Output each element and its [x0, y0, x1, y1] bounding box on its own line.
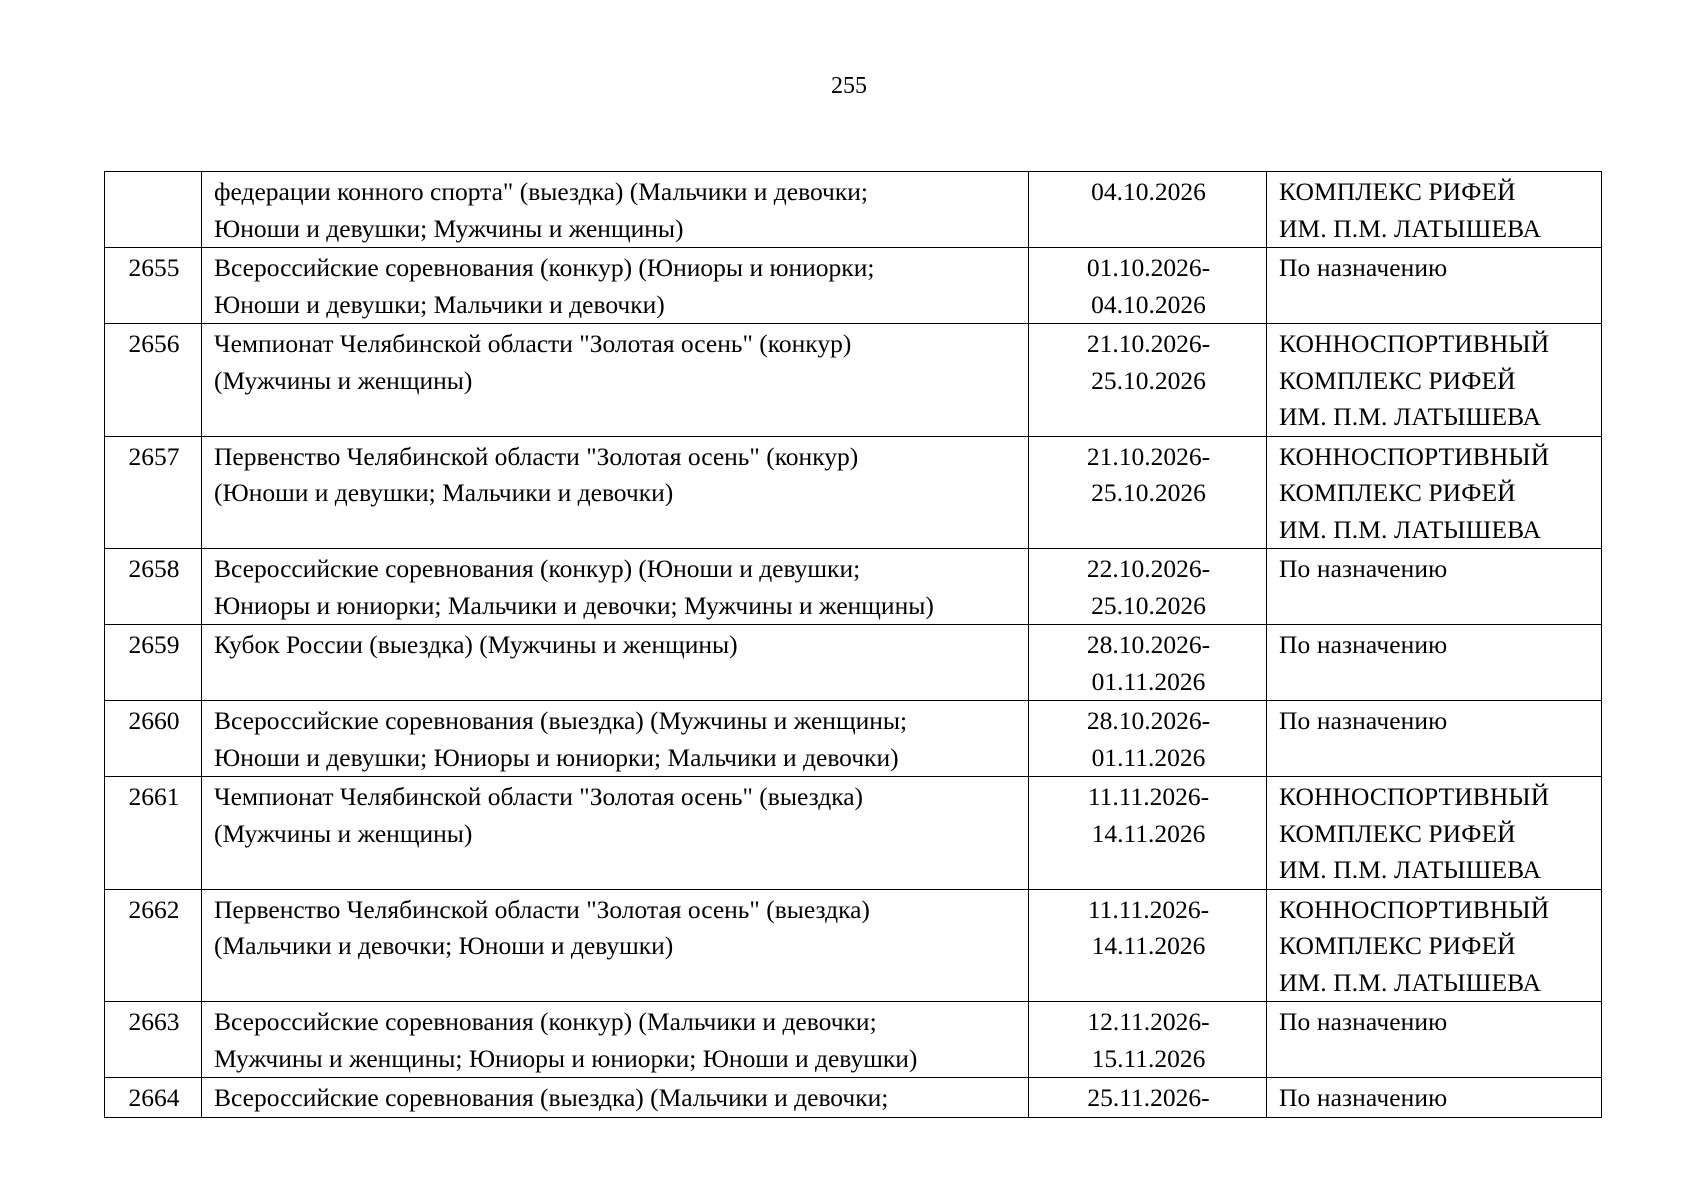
event-name-line: Кубок России (выездка) (Мужчины и женщины)	[214, 630, 738, 659]
events-table-body	[105, 172, 1602, 1118]
event-place-line: По назначению	[1279, 253, 1448, 282]
event-number: 2659	[105, 625, 202, 701]
event-name-line: Всероссийские соревнования (выездка) (Мальчики и девочки;	[214, 1083, 889, 1112]
event-dates-line: 11.11.2026-	[1087, 782, 1210, 811]
event-place-line: КОМПЛЕКС РИФЕЙ	[1279, 177, 1516, 206]
event-dates-line: 01.11.2026	[1091, 666, 1206, 696]
event-name-line: (Мужчины и женщины)	[214, 818, 473, 848]
table-row	[105, 1078, 1602, 1118]
event-place-line: КОМПЛЕКС РИФЕЙ	[1279, 478, 1516, 507]
event-name-line: Первенство Челябинской области "Золотая осень" (конкур)	[214, 441, 859, 471]
event-place-line: По назначению	[1279, 554, 1448, 583]
event-place-line: ИМ. П.М. ЛАТЫШЕВА	[1279, 514, 1542, 544]
table-row	[105, 549, 1602, 625]
event-dates-line: 21.10.2026-	[1086, 329, 1211, 358]
event-place-line: По назначению	[1279, 1083, 1448, 1112]
event-place	[1267, 324, 1602, 437]
table-row	[105, 889, 1602, 1002]
event-dates	[1029, 324, 1267, 437]
event-name-line: Чемпионат Челябинской области "Золотая осень" (выездка)	[214, 782, 864, 811]
event-name	[202, 1002, 1029, 1078]
event-dates	[1029, 777, 1267, 890]
event-name-line: Всероссийские соревнования (конкур) (Юниоры и юниорки;	[214, 253, 875, 282]
table-row	[105, 172, 1602, 248]
event-name-line: Всероссийские соревнования (конкур) (Юноши и девушки;	[214, 554, 861, 583]
event-dates-line: 25.11.2026-	[1087, 1083, 1210, 1112]
event-number: 2661	[105, 777, 202, 890]
event-place-line: КОМПЛЕКС РИФЕЙ	[1279, 931, 1516, 960]
event-dates	[1029, 625, 1267, 701]
event-name	[202, 172, 1029, 248]
event-dates-line: 04.10.2026	[1091, 289, 1206, 319]
event-place-line: КОМПЛЕКС РИФЕЙ	[1279, 818, 1516, 848]
event-place	[1267, 889, 1602, 1002]
event-name-line: (Юноши и девушки; Мальчики и девочки)	[214, 478, 674, 507]
event-number: 2658	[105, 549, 202, 625]
event-name	[202, 701, 1029, 777]
event-place-line: ИМ. П.М. ЛАТЫШЕВА	[1279, 855, 1542, 884]
event-place-line: КОННОСПОРТИВНЫЙ	[1279, 782, 1550, 811]
event-name	[202, 625, 1029, 701]
event-name	[202, 777, 1029, 890]
event-dates-line: 22.10.2026-	[1086, 554, 1211, 583]
table-row	[105, 436, 1602, 549]
event-place	[1267, 625, 1602, 701]
event-place	[1267, 248, 1602, 324]
event-number: 2657	[105, 436, 202, 549]
event-place-line: КОННОСПОРТИВНЫЙ	[1279, 441, 1550, 471]
event-place-line: КОННОСПОРТИВНЫЙ	[1279, 329, 1550, 358]
event-dates-line: 25.10.2026	[1091, 590, 1206, 620]
event-place-line: По назначению	[1279, 706, 1448, 735]
event-name-line: Первенство Челябинской области "Золотая осень" (выездка)	[214, 894, 870, 924]
event-dates-line: 28.10.2026-	[1086, 630, 1211, 659]
event-dates	[1029, 436, 1267, 549]
event-dates	[1029, 1078, 1267, 1118]
event-place	[1267, 436, 1602, 549]
event-name	[202, 1078, 1029, 1118]
event-number: 2663	[105, 1002, 202, 1078]
event-name-line: Юноши и девушки; Мужчины и женщины)	[214, 213, 684, 243]
event-dates-line: 01.11.2026	[1091, 742, 1206, 772]
event-place-line: КОМПЛЕКС РИФЕЙ	[1279, 365, 1516, 395]
event-dates	[1029, 248, 1267, 324]
table-row	[105, 701, 1602, 777]
event-name-line: Юноши и девушки; Юниоры и юниорки; Мальчики и девочки)	[214, 742, 899, 772]
event-name-line: Мужчины и женщины; Юниоры и юниорки; Юноши и девушки)	[214, 1043, 918, 1073]
event-name	[202, 436, 1029, 549]
event-place-line: ИМ. П.М. ЛАТЫШЕВА	[1279, 213, 1542, 243]
event-name	[202, 248, 1029, 324]
event-name	[202, 889, 1029, 1002]
event-dates-line: 25.10.2026	[1091, 365, 1206, 395]
event-dates	[1029, 701, 1267, 777]
event-name-line: федерации конного спорта" (выездка) (Мальчики и девочки;	[214, 177, 868, 206]
event-dates-line: 21.10.2026-	[1086, 441, 1211, 471]
event-dates-line: 12.11.2026-	[1087, 1007, 1210, 1036]
event-number	[105, 172, 202, 248]
event-dates	[1029, 1002, 1267, 1078]
event-place	[1267, 1078, 1602, 1118]
event-name-line: Чемпионат Челябинской области "Золотая осень" (конкур)	[214, 329, 852, 358]
event-place-line: ИМ. П.М. ЛАТЫШЕВА	[1279, 967, 1542, 997]
event-place	[1267, 701, 1602, 777]
event-dates-line: 11.11.2026-	[1087, 894, 1210, 924]
table-row	[105, 777, 1602, 890]
page-number: 255	[831, 73, 867, 99]
table-row	[105, 248, 1602, 324]
event-place-line: ИМ. П.М. ЛАТЫШЕВА	[1279, 402, 1542, 431]
table-row	[105, 324, 1602, 437]
event-place-line: КОННОСПОРТИВНЫЙ	[1279, 894, 1550, 924]
event-name	[202, 549, 1029, 625]
event-dates-line: 04.10.2026	[1091, 177, 1206, 206]
event-dates	[1029, 172, 1267, 248]
event-dates-line: 28.10.2026-	[1086, 706, 1211, 735]
event-place	[1267, 172, 1602, 248]
events-table	[104, 171, 1602, 1118]
event-name-line: Юниоры и юниорки; Мальчики и девочки; Мужчины и женщины)	[214, 590, 934, 620]
event-number: 2655	[105, 248, 202, 324]
event-place	[1267, 549, 1602, 625]
event-name-line: (Мужчины и женщины)	[214, 365, 473, 395]
event-dates-line: 14.11.2026	[1091, 818, 1206, 848]
event-place-line: По назначению	[1279, 630, 1448, 659]
event-number: 2656	[105, 324, 202, 437]
table-row	[105, 625, 1602, 701]
event-dates-line: 01.10.2026-	[1086, 253, 1211, 282]
event-name-line: Юноши и девушки; Мальчики и девочки)	[214, 289, 665, 319]
event-dates-line: 25.10.2026	[1091, 478, 1206, 507]
event-number: 2664	[105, 1078, 202, 1118]
event-number: 2660	[105, 701, 202, 777]
event-place	[1267, 1002, 1602, 1078]
event-place-line: По назначению	[1279, 1007, 1448, 1036]
event-dates-line: 15.11.2026	[1091, 1043, 1206, 1073]
event-name-line: Всероссийские соревнования (конкур) (Мальчики и девочки;	[214, 1007, 877, 1036]
event-dates	[1029, 889, 1267, 1002]
event-dates-line: 14.11.2026	[1091, 931, 1206, 960]
event-name-line: Всероссийские соревнования (выездка) (Мужчины и женщины;	[214, 706, 908, 735]
table-row	[105, 1002, 1602, 1078]
event-number: 2662	[105, 889, 202, 1002]
event-name-line: (Мальчики и девочки; Юноши и девушки)	[214, 931, 674, 960]
event-place	[1267, 777, 1602, 890]
event-dates	[1029, 549, 1267, 625]
event-name	[202, 324, 1029, 437]
